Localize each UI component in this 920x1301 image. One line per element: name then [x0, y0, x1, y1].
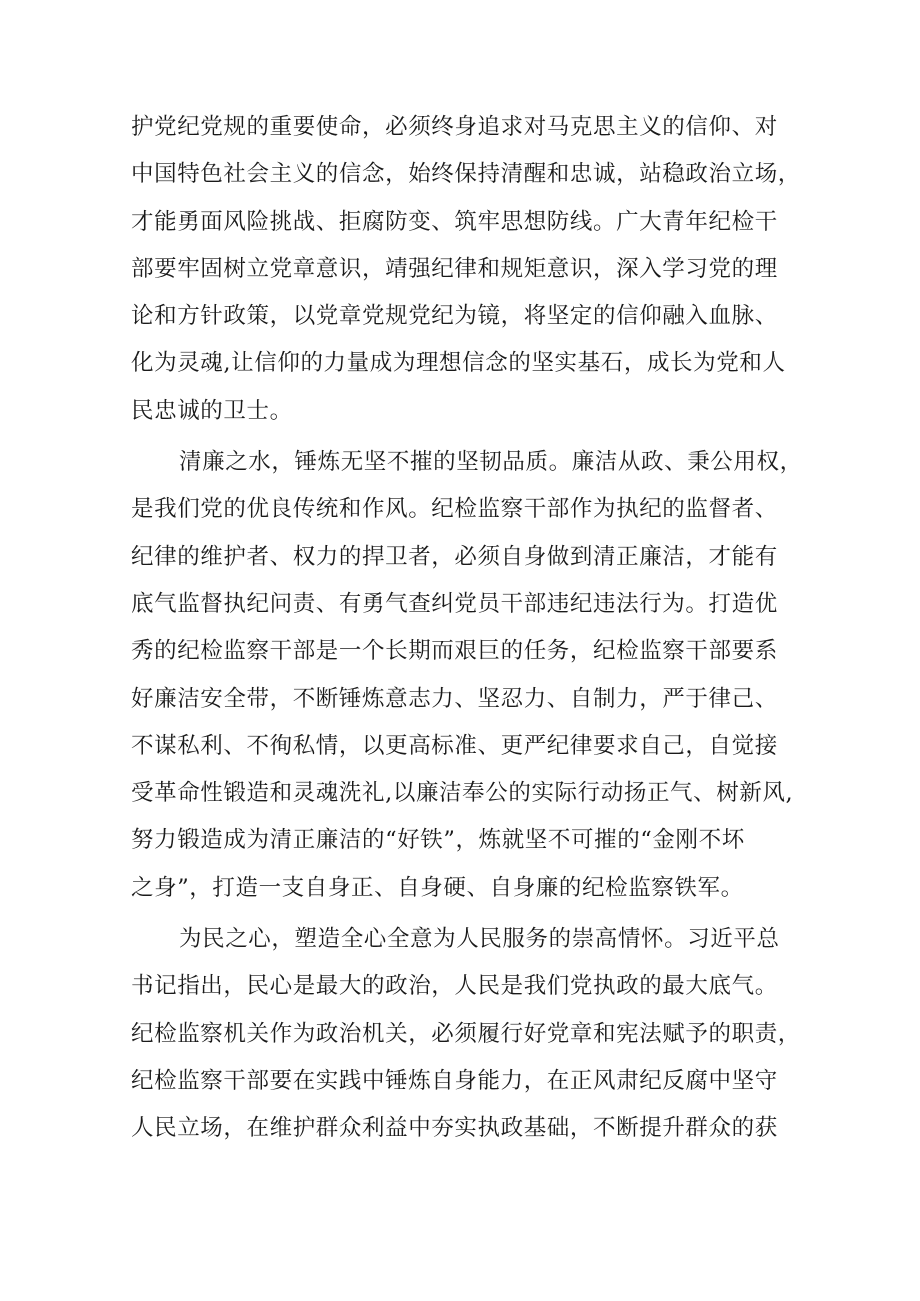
- text-line: 不谋私利、不徇私情，以更高标准、更严纪律要求自己，自觉接: [131, 732, 778, 759]
- text-line: 民忠诚的卫士。: [131, 397, 293, 424]
- paragraph-2: [131, 439, 803, 912]
- text-line: 纪检监察机关作为政治机关，必须履行好党章和宪法赋予的职责，: [131, 1020, 801, 1047]
- text-line: 受革命性锻造和灵魂洗礼,以廉洁奉公的实际行动扬正气、树新风,: [131, 780, 794, 807]
- text-line: 清廉之水，锤炼无坚不摧的坚韧品质。廉洁从政、秉公用权，: [179, 449, 803, 476]
- paragraph-1: [131, 104, 803, 435]
- text-line: 护党纪党规的重要使命，必须终身追求对马克思主义的信仰、对: [131, 114, 778, 140]
- text-line: 人民立场，在维护群众利益中夯实执政基础，不断提升群众的获: [131, 1115, 778, 1142]
- text-line: 为民之心，塑造全心全意为人民服务的崇高情怀。习近平总: [179, 926, 780, 953]
- text-line: 纪律的维护者、权力的捍卫者，必须自身做到清正廉洁，才能有: [131, 543, 778, 570]
- text-line: 是我们党的优良传统和作风。纪检监察干部作为执纪的监督者、: [131, 496, 778, 523]
- text-line: 论和方针政策，以党章党规党纪为镜，将坚定的信仰融入血脉、: [131, 303, 778, 330]
- text-line: 中国特色社会主义的信念，始终保持清醒和忠诚，站稳政治立场，: [131, 161, 801, 188]
- text-line: 努力锻造成为清正廉洁的“好铁”，炼就坚不可摧的“金刚不坏: [131, 827, 745, 854]
- text-line: 好廉洁安全带，不断锤炼意志力、坚忍力、自制力，严于律己、: [131, 685, 778, 712]
- document-body: [131, 104, 803, 1153]
- paragraph-3: [131, 916, 803, 1152]
- text-line: 底气监督执纪问责、有勇气查纠党员干部违纪违法行为。打造优: [131, 590, 778, 617]
- text-line: 部要牢固树立党章意识，靖强纪律和规矩意识，深入学习党的理: [131, 255, 778, 282]
- text-line: 之身”，打造一支自身正、自身硬、自身廉的纪检监察铁军。: [131, 874, 744, 901]
- text-line: 化为灵魂,让信仰的力量成为理想信念的坚实基石，成长为党和人: [131, 350, 786, 377]
- text-line: 才能勇面风险挑战、拒腐防变、筑牢思想防线。广大青年纪检干: [131, 208, 778, 235]
- text-line: 纪检监察干部要在实践中锤炼自身能力，在正风肃纪反腐中坚守: [131, 1067, 778, 1094]
- text-line: 秀的纪检监察干部是一个长期而艰巨的任务，纪检监察干部要系: [131, 638, 778, 665]
- text-line: 书记指出，民心是最大的政治，人民是我们党执政的最大底气。: [131, 973, 778, 1000]
